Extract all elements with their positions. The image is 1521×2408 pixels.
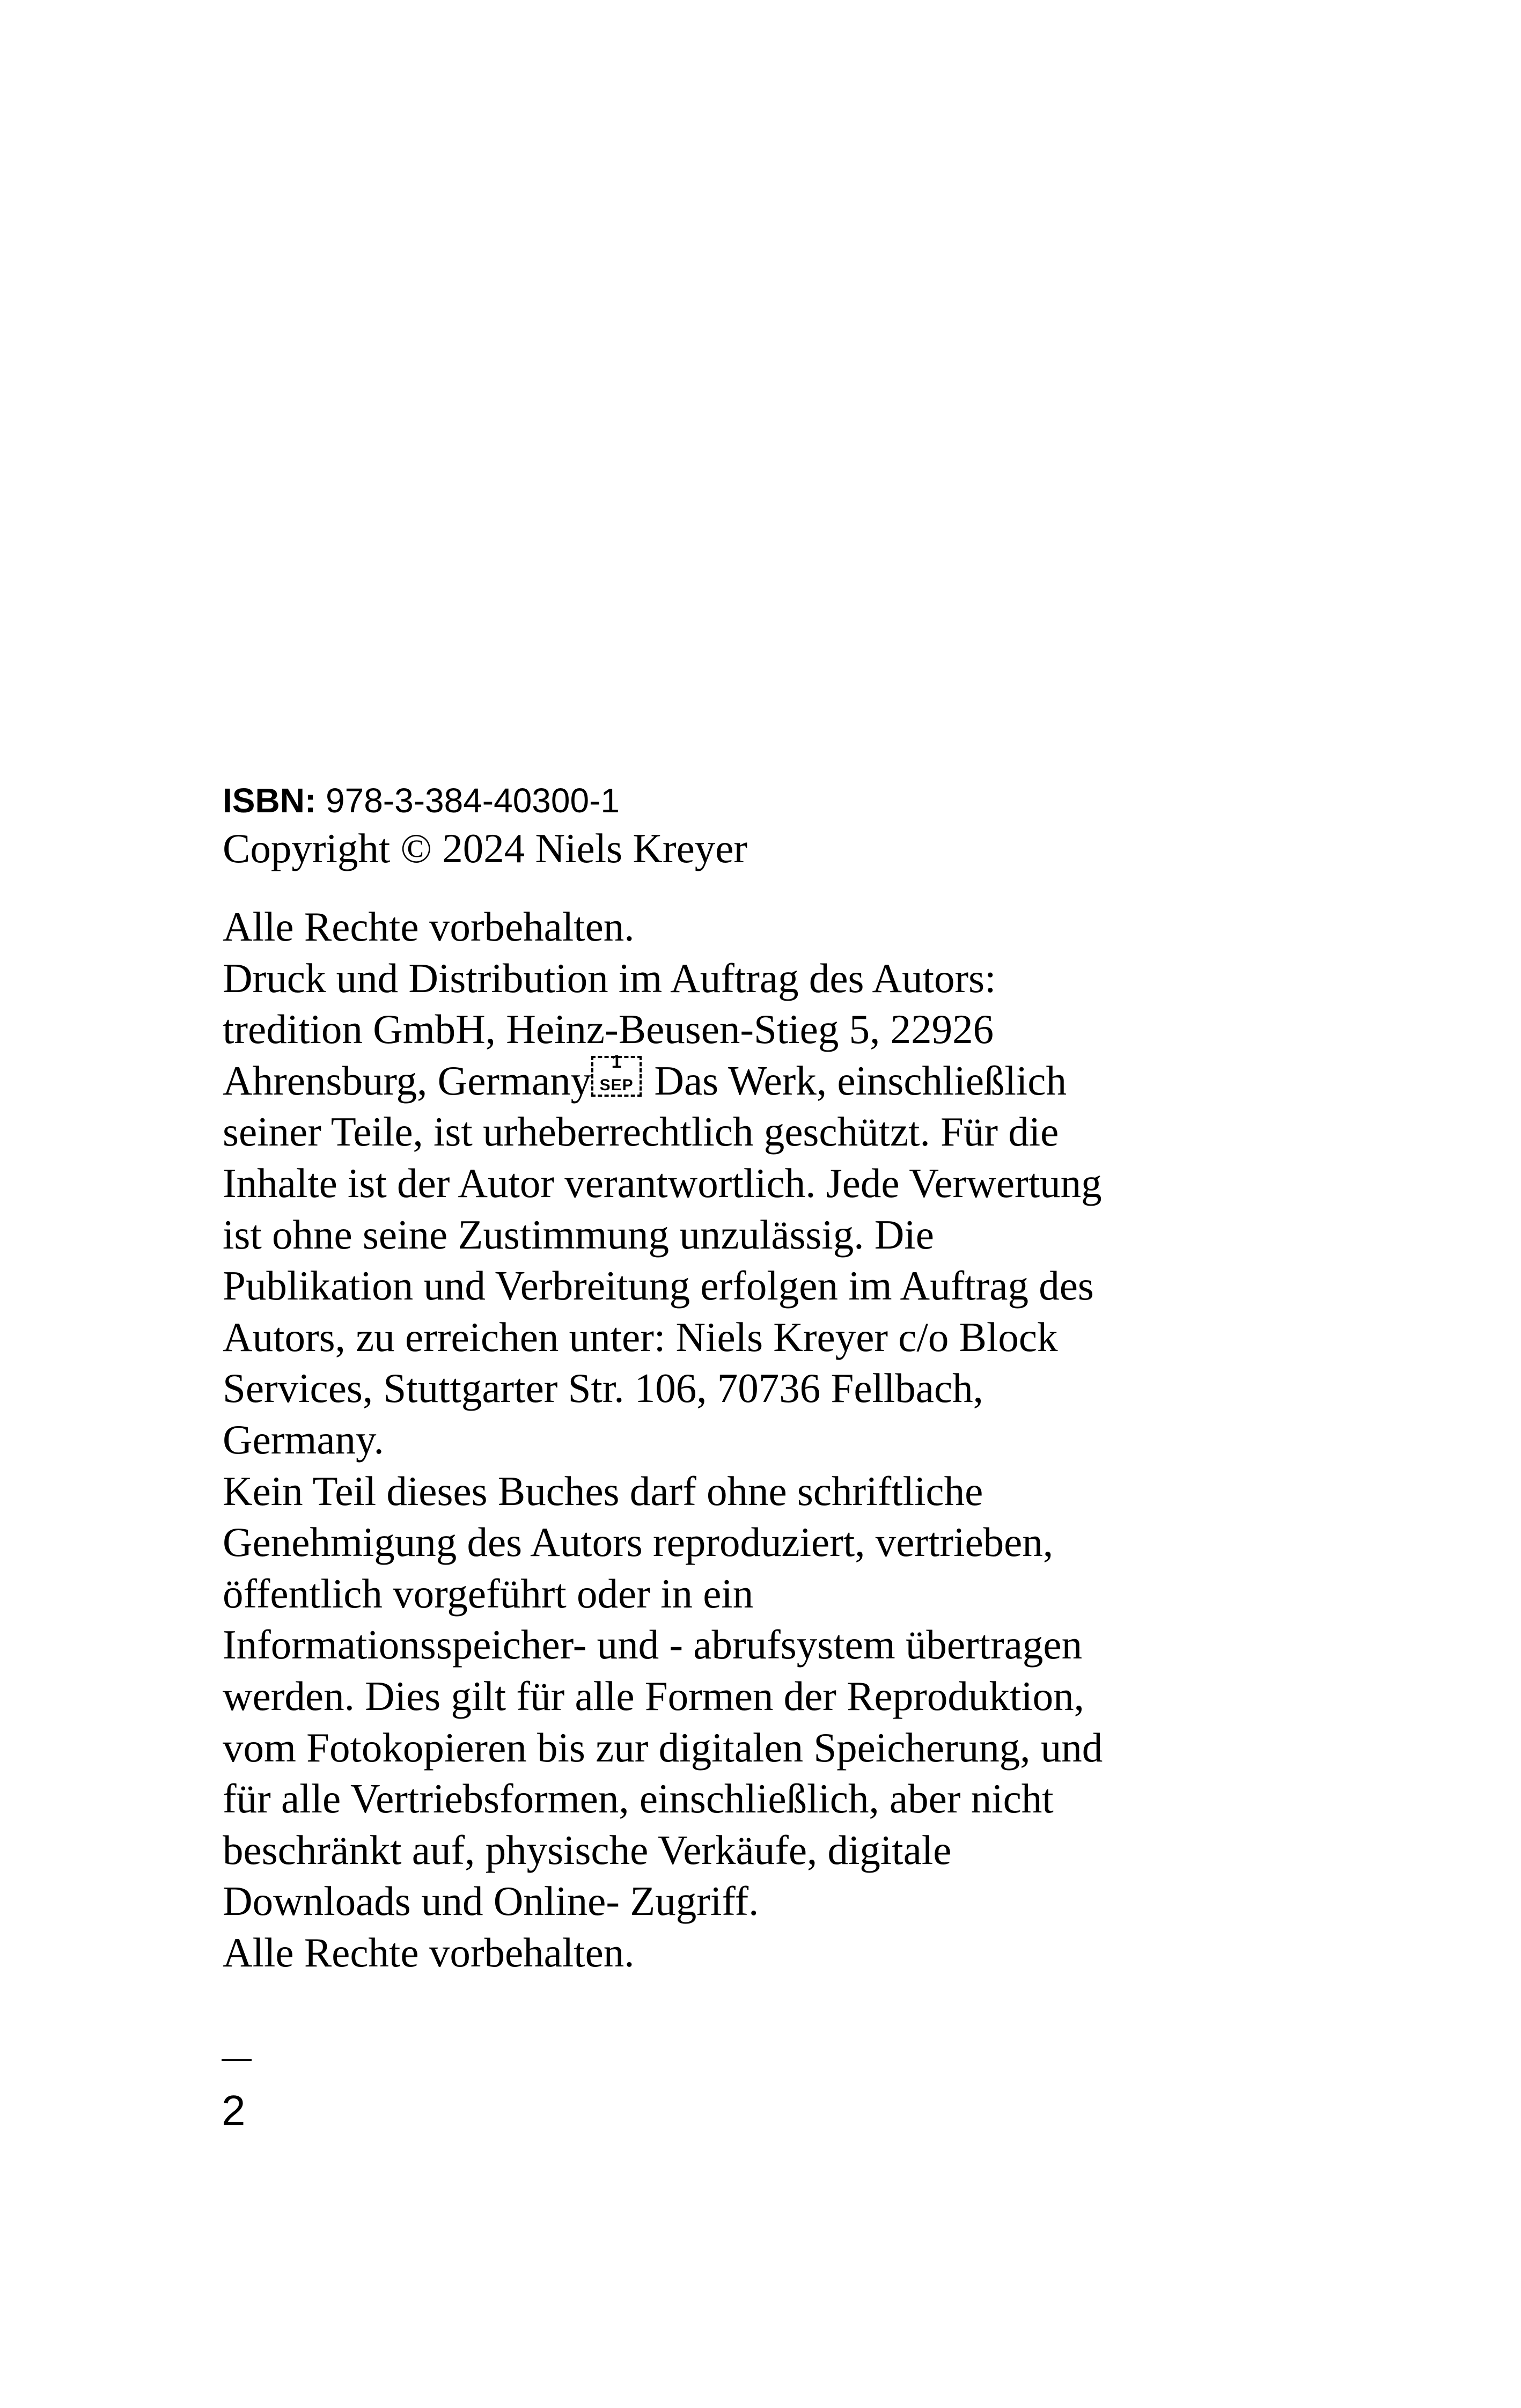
legal-line: ist ohne seine Zustimmung unzulässig. Die xyxy=(223,1211,934,1258)
legal-line-part: Ahrensburg, Germany xyxy=(223,1057,592,1104)
separator-glyph-icon xyxy=(591,1051,642,1097)
legal-line: öffentlich vorgeführt oder in ein xyxy=(223,1570,754,1617)
legal-line: Publikation und Verbreitung erfolgen im Auftrag des xyxy=(223,1262,1094,1309)
page-number: 2 xyxy=(222,2087,246,2134)
separator-glyph-digit: 1 xyxy=(611,1051,622,1072)
legal-line: Germany. xyxy=(223,1416,384,1463)
legal-line: Alle Rechte vorbehalten. xyxy=(223,1929,635,1976)
footer-rule xyxy=(222,2059,252,2061)
legal-line-with-separator xyxy=(223,1051,1103,1107)
legal-line: Autors, zu erreichen unter: Niels Kreyer c/o Block xyxy=(223,1313,1058,1360)
legal-line: Informationsspeicher- und - abrufsystem übertragen xyxy=(223,1621,1083,1668)
isbn-value: 978-3-384-40300-1 xyxy=(326,781,620,820)
legal-text xyxy=(223,901,1103,1978)
legal-line: für alle Vertriebsformen, einschließlich, aber nicht xyxy=(223,1775,1054,1822)
legal-line: tredition GmbH, Heinz-Beusen-Stieg 5, 22926 xyxy=(223,1006,994,1053)
legal-line: Kein Teil dieses Buches darf ohne schriftliche xyxy=(223,1467,983,1514)
legal-line: werden. Dies gilt für alle Formen der Reproduktion, xyxy=(223,1672,1084,1719)
legal-line: Alle Rechte vorbehalten. xyxy=(223,904,635,950)
legal-line: Inhalte ist der Autor verantwortlich. Jede Verwertung xyxy=(223,1159,1102,1206)
legal-line-part: Das Werk, einschließlich xyxy=(644,1057,1067,1104)
copyright-notice: Copyright © 2024 Niels Kreyer xyxy=(223,825,748,871)
isbn-label: ISBN: xyxy=(223,781,317,820)
legal-line: seiner Teile, ist urheberrechtlich geschützt. Für die xyxy=(223,1108,1059,1155)
isbn-line xyxy=(223,777,620,824)
separator-glyph-text: SEP xyxy=(599,1076,634,1094)
legal-line: Druck und Distribution im Auftrag des Autors: xyxy=(223,955,996,1001)
legal-line: Genehmigung des Autors reproduziert, vertrieben, xyxy=(223,1519,1054,1566)
legal-line: Services, Stuttgarter Str. 106, 70736 Fellbach, xyxy=(223,1365,983,1412)
legal-line: Downloads und Online- Zugriff. xyxy=(223,1878,759,1925)
legal-line: vom Fotokopieren bis zur digitalen Speicherung, und xyxy=(223,1724,1103,1771)
legal-line: beschränkt auf, physische Verkäufe, digitale xyxy=(223,1826,952,1873)
